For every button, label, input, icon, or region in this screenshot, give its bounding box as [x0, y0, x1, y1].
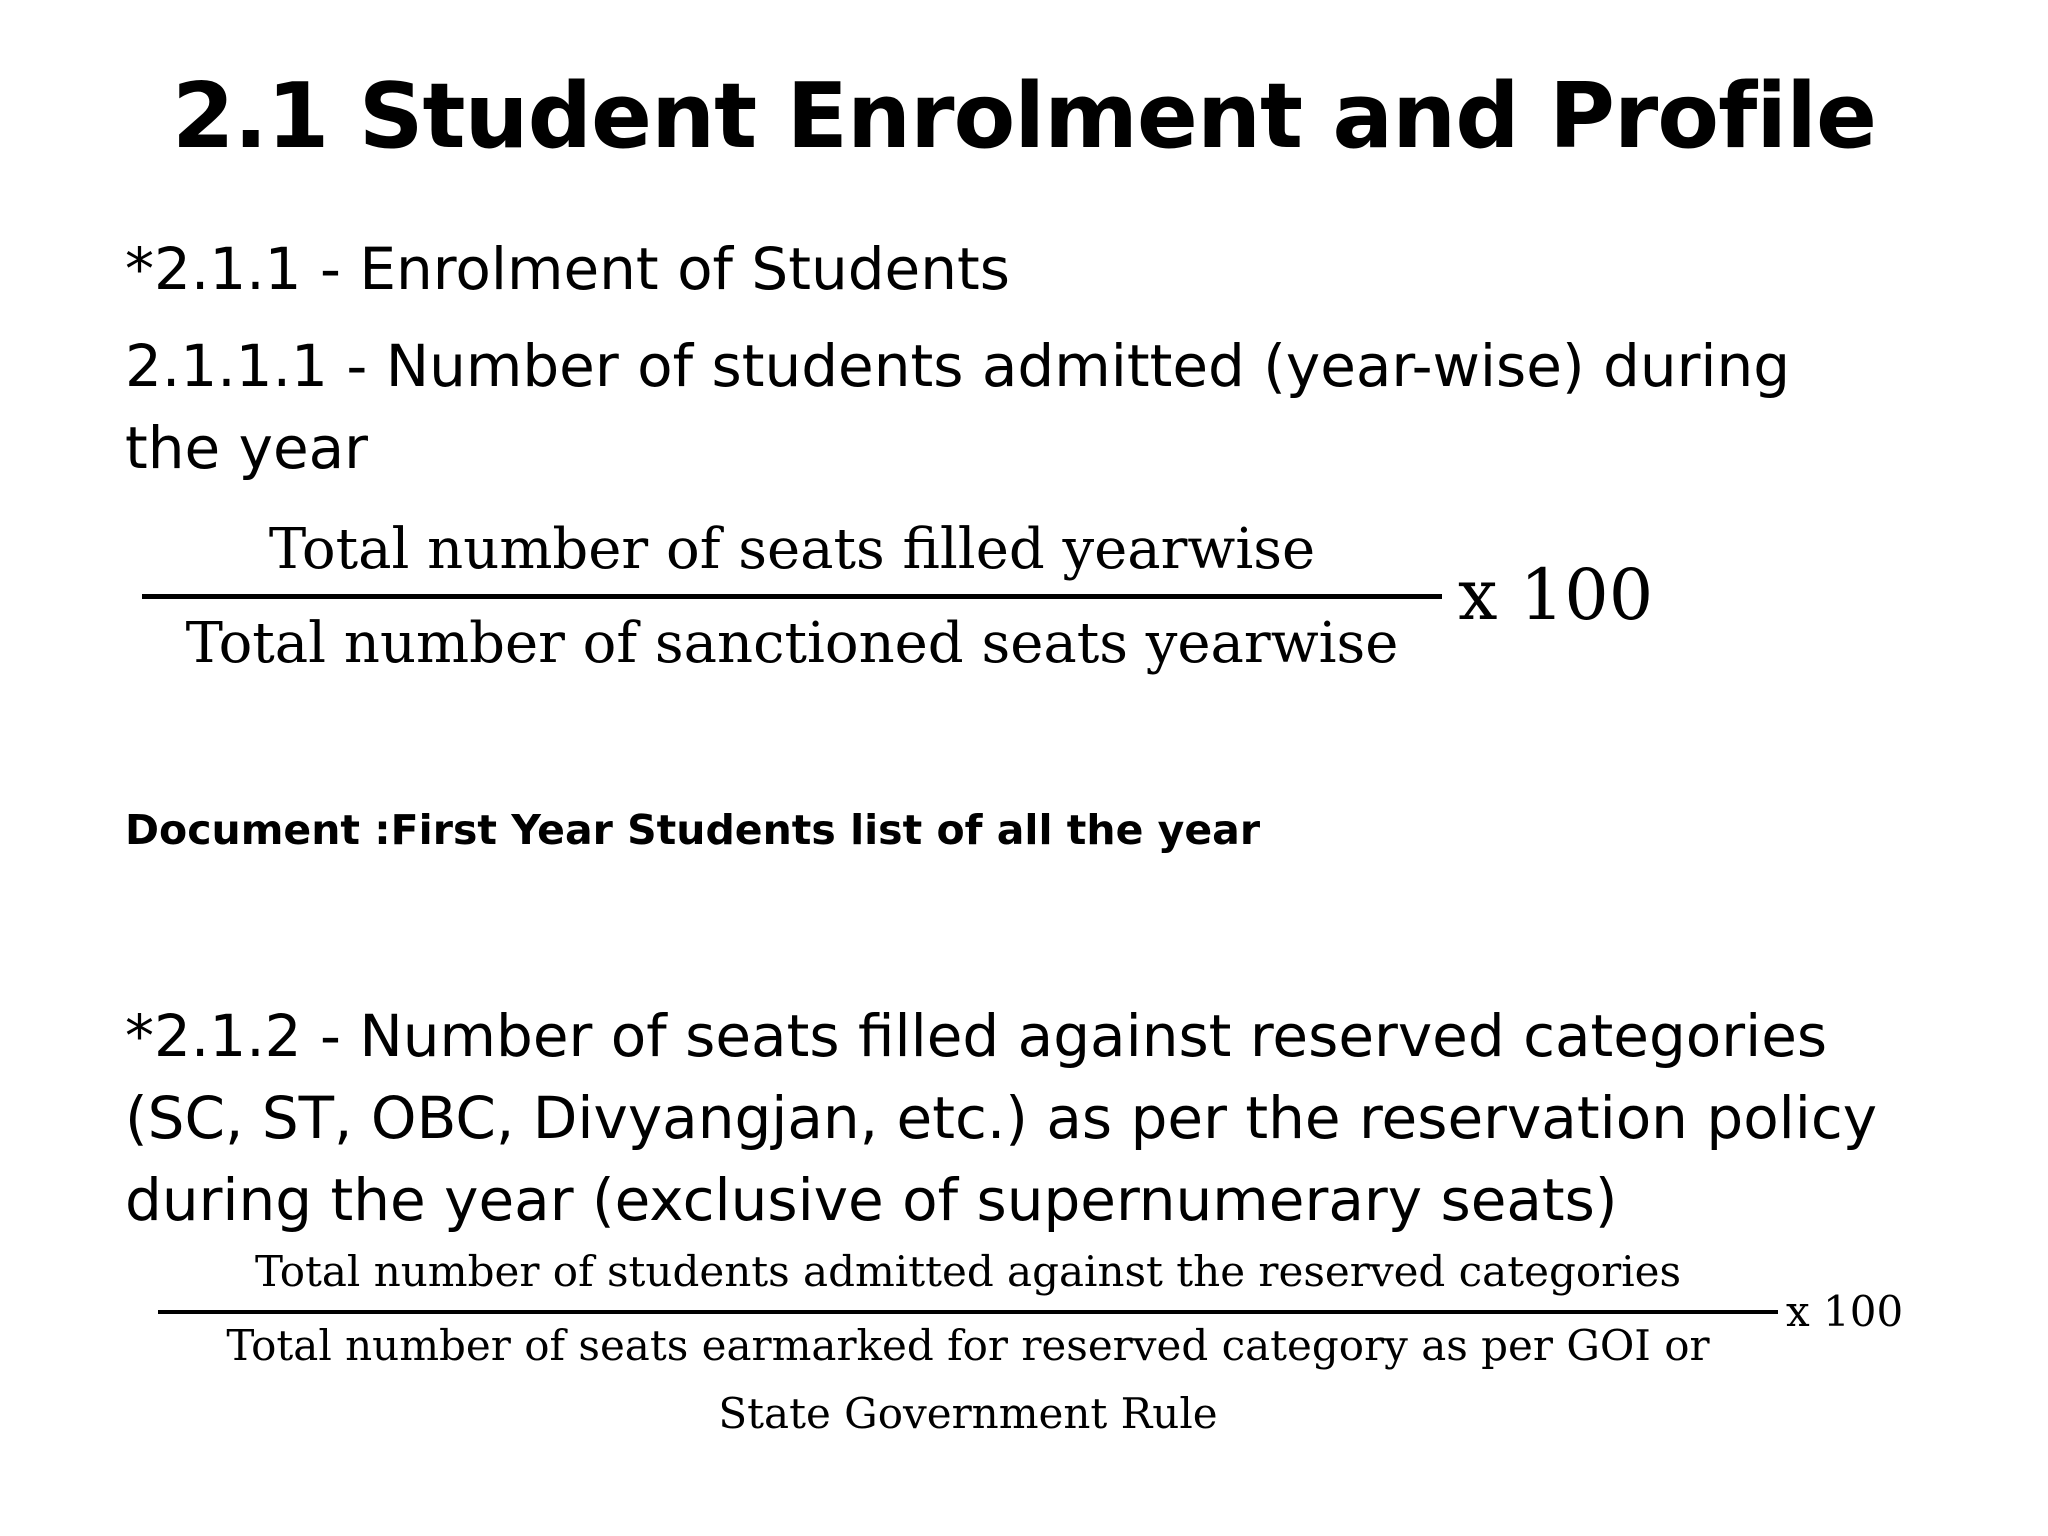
section-2-1-1-heading: *2.1.1 - Enrolment of Students: [125, 235, 1010, 303]
slide-title: 2.1 Student Enrolment and Profile: [171, 64, 1877, 169]
section-2-1-2-heading-line1: *2.1.2 - Number of seats filled against reserved categories: [125, 1002, 1828, 1070]
section-2-1-1-1-heading-line2: the year: [125, 414, 369, 482]
section-2-1-2-heading-line3: during the year (exclusive of supernumerary seats): [125, 1166, 1618, 1234]
formula-reserved-numerator: Total number of students admitted against the reserved categories: [254, 1247, 1682, 1296]
formula-enrolment-fraction-bar: [142, 594, 1442, 599]
formula-reserved-fraction-bar: [158, 1310, 1778, 1314]
formula-reserved-denominator-line2: State Government Rule: [718, 1389, 1218, 1438]
formula-enrolment-numerator: Total number of seats filled yearwise: [268, 517, 1316, 582]
formula-enrolment-denominator: Total number of sanctioned seats yearwise: [185, 611, 1399, 676]
formula-reserved-multiplier: x 100: [1786, 1287, 1904, 1336]
formula-enrolment-multiplier: x 100: [1458, 554, 1654, 636]
section-2-1-1-1-heading-line1: 2.1.1.1 - Number of students admitted (year-wise) during: [125, 332, 1791, 400]
formula-reserved-denominator-line1: Total number of seats earmarked for reserved category as per GOI or: [226, 1321, 1710, 1370]
document-note: Document :First Year Students list of all the year: [125, 806, 1261, 854]
section-2-1-2-heading-line2: (SC, ST, OBC, Divyangjan, etc.) as per the reservation policy: [125, 1084, 1878, 1152]
